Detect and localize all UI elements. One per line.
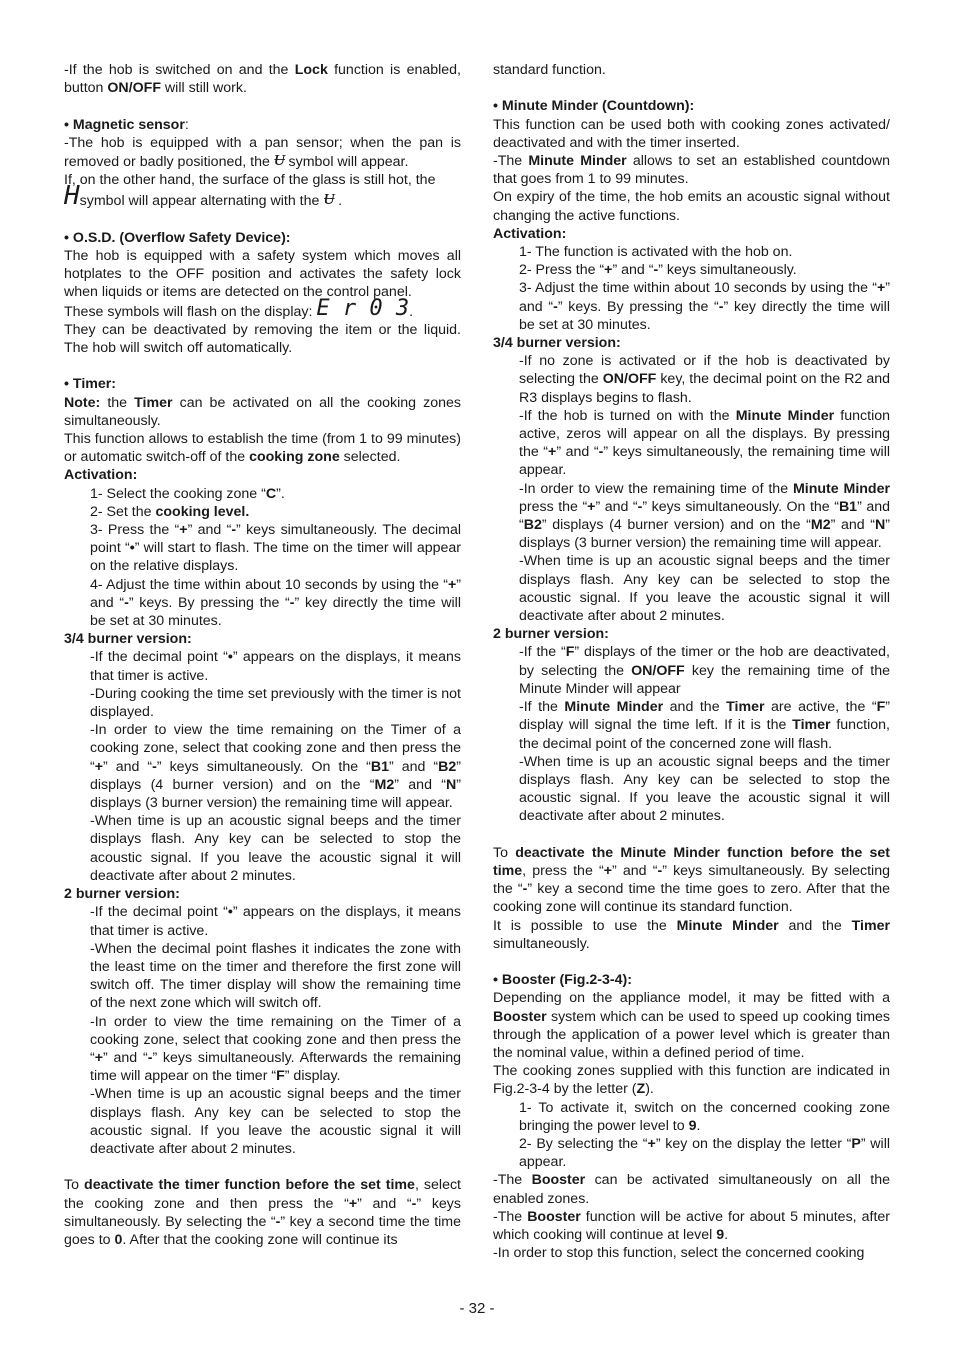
minute-minder-34-burner-heading: 3/4 burner version: — [493, 335, 621, 352]
minute-minder-2-item-1: -If the “F” displays of the timer or the hob are deactivated, by selecting the ON/OFF key the remaining time of the Minute Minder will appear — [519, 644, 891, 697]
booster-text-2: The cooking zones supplied with this function are indicated in Fig.2-3-4 by the letter (Z). — [493, 1063, 890, 1098]
minute-minder-text-1: This function can be used both with cooking zones activated/ deactivated and with the timer inserted. — [493, 116, 890, 151]
timer-2-burner-heading: 2 burner version: — [64, 886, 180, 903]
magnetic-sensor-heading: • Magnetic sensor: — [64, 116, 189, 133]
hot-symbol-icon: H — [64, 181, 80, 212]
minute-minder-2-item-2: -If the Minute Minder and the Timer are active, the “F” display will signal the time left. If it is the Timer function, the decimal point of the concerned zone will flash. — [519, 699, 890, 752]
timer-step-1: 1- Select the cooking zone “C”. — [90, 485, 285, 502]
timer-step-4: 4- Adjust the time within about 10 seconds by using the “+” and “-” keys. By pressing the “-” key directly the time will be set at 30 minutes. — [90, 576, 461, 630]
booster-step-1: 1- To activate it, switch on the concerned cooking zone bringing the power level to 9. — [519, 1099, 890, 1134]
timer-34-item-1: -If the decimal point “•” appears on the displays, it means that timer is active. — [90, 649, 461, 684]
minute-minder-2-item-3: -When time is up an acoustic signal beeps and the timer displays flash. Any key can be selected to stop the acoustic signal. If you leave the acoustic signal it will deactivate after about 2 minutes. — [519, 753, 890, 825]
timer-34-burner-heading: 3/4 burner version: — [64, 631, 192, 648]
timer-2-item-3: -In order to view the time remaining on the Timer of a cooking zone, select that cooking zone and then press the “+” and “-” keys simultaneously. Afterwards the remaining time will appear on the timer “F” display. — [90, 1013, 461, 1085]
booster-text-3: -The Booster can be activated simultaneously on all the enabled zones. — [493, 1172, 890, 1207]
minute-minder-timer-both-text: It is possible to use the Minute Minder and the Timer simultaneously. — [493, 917, 890, 952]
minute-minder-text-2: -The Minute Minder allows to set an established countdown that goes from 1 to 99 minutes. — [493, 153, 890, 188]
lock-paragraph: -If the hob is switched on and the Lock function is enabled, button ON/OFF will still work. — [64, 62, 462, 97]
magnetic-sensor-hot-text: If, on the other hand, the surface of the glass is still hot, the Hsymbol will appear alternating with the ᵾ . — [64, 172, 436, 212]
right-column — [493, 61, 890, 1262]
minute-minder-deactivate-text: To deactivate the Minute Minder function before the set time, press the “+” and “-” keys simultaneously. By selecting the “-” key a second time the time goes to zero. After that the cooking zone will continue its standard function. — [493, 844, 891, 916]
pan-symbol-icon: ᵾ — [323, 185, 335, 211]
minute-minder-2-burner-heading: 2 burner version: — [493, 626, 609, 643]
magnetic-sensor-text: -The hob is equipped with a pan sensor; when the pan is removed or badly positioned, the ᵾ symbol will appear. — [64, 134, 461, 171]
timer-heading: • Timer: — [64, 376, 117, 393]
minute-minder-step-2: 2- Press the “+” and “-” keys simultaneously. — [519, 262, 797, 279]
pan-symbol-icon: ᵾ — [273, 146, 285, 171]
continued-text: standard function. — [493, 62, 606, 78]
left-column — [64, 61, 461, 1249]
timer-activation-heading: Activation: — [64, 467, 138, 484]
minute-minder-heading: • Minute Minder (Countdown): — [493, 98, 695, 115]
timer-step-2: 2- Set the cooking level. — [90, 503, 250, 520]
minute-minder-step-1: 1- The function is activated with the hob on. — [519, 244, 793, 261]
minute-minder-text-3: On expiry of the time, the hob emits an acoustic signal without changing the active functions. — [493, 189, 890, 224]
timer-note: Note: the Timer can be activated on all the cooking zones simultaneously. — [64, 394, 462, 429]
booster-step-2: 2- By selecting the “+” key on the display the letter “P” will appear. — [519, 1135, 890, 1171]
booster-text-1: Depending on the appliance model, it may be fitted with a Booster system which can be used to speed up cooking times through the application of a power level which is greater than the nominal value, within a defined period of time. — [493, 990, 890, 1061]
timer-2-item-4: -When time is up an acoustic signal beeps and the timer displays flash. Any key can be selected to stop the acoustic signal. If you leave the acoustic signal it will deactivate after about 2 minutes. — [90, 1086, 461, 1157]
minute-minder-34-item-1: -If no zone is activated or if the hob is deactivated by selecting the ON/OFF key, the decimal point on the R2 and R3 displays begins to flash. — [519, 353, 891, 406]
timer-deactivate-text: To deactivate the timer function before the set time, select the cooking zone and then press the “+” and “-” keys simultaneously. By selecting the “-” key a second time the time goes to 0. After that the cooking zone will continue its — [64, 1177, 462, 1248]
minute-minder-34-item-2: -If the hob is turned on with the Minute Minder function active, zeros will appear on all the displays. By pressing the “+” and “-” keys simultaneously, the remaining time will appear. — [519, 407, 891, 479]
timer-34-item-2: -During cooking the time set previously with the timer is not displayed. — [90, 685, 461, 721]
timer-2-item-2: -When the decimal point flashes it indicates the zone with the least time on the timer and therefore the first zone will switch off. The timer display will show the remaining time of the next zone which will switch off. — [90, 940, 461, 1012]
minute-minder-34-item-3: -In order to view the remaining time of the Minute Minder press the “+” and “-” keys simultaneously. On the “B1” and “B2” displays (4 burner version) and on the “M2” and “N” displays (3 burner version) the remaining time will appear. — [519, 480, 891, 552]
page-number: - 32 - — [459, 1300, 495, 1317]
error-code-symbol: E r 0 3 — [316, 295, 410, 321]
timer-34-item-3: -In order to view the time remaining on the Timer of a cooking zone, select that cooking zone and then press the “+” and “-” keys simultaneously. On the “B1” and “B2” displays (4 burner version) and on the “M2” and “N” displays (3 burner version) the remaining time will appear. — [90, 722, 461, 812]
booster-text-4: -The Booster function will be active for about 5 minutes, after which cooking will continue at level 9. — [493, 1208, 891, 1243]
minute-minder-34-item-4: -When time is up an acoustic signal beeps and the timer displays flash. Any key can be selected to stop the acoustic signal. If you leave the acoustic signal it will deactivate after about 2 minutes. — [519, 553, 890, 625]
osd-text: The hob is equipped with a safety system which moves all hotplates to the OFF position and activates the safety lock when liquids or items are detected on the control panel. — [64, 248, 461, 301]
booster-heading: • Booster (Fig.2-3-4): — [493, 972, 632, 989]
timer-description: This function allows to establish the time (from 1 to 99 minutes) or automatic switch-off of the cooking zone selected. — [64, 431, 461, 466]
osd-symbols-text: These symbols will flash on the display: E r 0 3. — [64, 295, 414, 321]
osd-heading: • O.S.D. (Overflow Safety Device): — [64, 229, 291, 246]
osd-deactivate-text: They can be deactivated by removing the item or the liquid. The hob will switch off automatically. — [64, 321, 461, 357]
timer-step-3: 3- Press the “+” and “-” keys simultaneously. The decimal point “•” will start to flash. The time on the timer will appear on the relative displays. — [90, 522, 461, 575]
booster-text-5: -In order to stop this function, select the concerned cooking — [493, 1245, 865, 1262]
timer-34-item-4: -When time is up an acoustic signal beeps and the timer displays flash. Any key can be selected to stop the acoustic signal. If you leave the acoustic signal it will deactivate after about 2 minutes. — [90, 813, 461, 884]
minute-minder-activation-heading: Activation: — [493, 225, 567, 242]
timer-2-item-1: -If the decimal point “•” appears on the displays, it means that timer is active. — [90, 904, 461, 939]
minute-minder-step-3: 3- Adjust the time within about 10 seconds by using the “+” and “-” keys. By pressing the “-” key directly the time will be set at 30 minutes. — [519, 280, 890, 333]
